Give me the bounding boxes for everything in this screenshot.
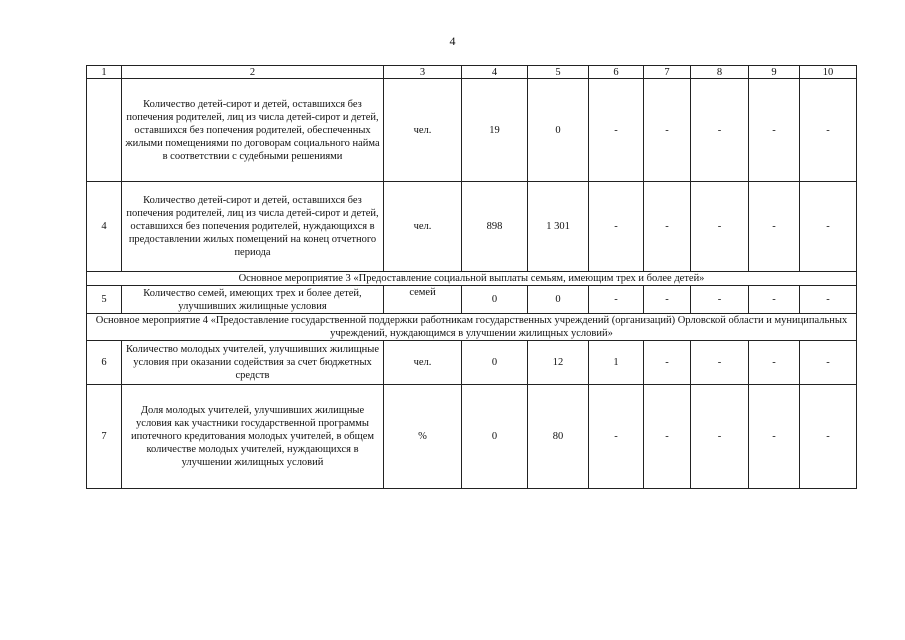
value-cell: 0 bbox=[528, 286, 589, 314]
col-header-5: 5 bbox=[528, 66, 589, 79]
col-header-6: 6 bbox=[589, 66, 644, 79]
value-cell: - bbox=[644, 182, 691, 272]
col-header-3: 3 bbox=[384, 66, 462, 79]
unit-cell: чел. bbox=[384, 182, 462, 272]
value-cell: - bbox=[800, 79, 857, 182]
value-cell: 19 bbox=[462, 79, 528, 182]
table-row bbox=[87, 341, 857, 385]
indicator-description: Количество детей-сирот и детей, оставшихся без попечения родителей, лиц из числа детей-сирот и детей, оставшихся без попечения родителей, обеспеченных жилыми помещениями по договорам социального найма в соответствии с судебными решениями bbox=[122, 79, 384, 182]
value-cell: 898 bbox=[462, 182, 528, 272]
value-cell: - bbox=[691, 182, 749, 272]
value-cell: 0 bbox=[462, 385, 528, 489]
value-cell: - bbox=[749, 341, 800, 385]
value-cell: - bbox=[800, 182, 857, 272]
value-cell: - bbox=[589, 385, 644, 489]
indicator-description: Количество молодых учителей, улучшивших жилищные условия при оказании содействия за счет бюджетных средств bbox=[122, 341, 384, 385]
col-header-10: 10 bbox=[800, 66, 857, 79]
section-heading: Основное мероприятие 4 «Предоставление государственной поддержки работникам государственных учреждений (организаций) Орловской области и муниципальных учреждений, нуждающимся в улучшении жилищных условий» bbox=[87, 314, 857, 341]
col-header-1: 1 bbox=[87, 66, 122, 79]
value-cell: 12 bbox=[528, 341, 589, 385]
col-header-4: 4 bbox=[462, 66, 528, 79]
value-cell: 80 bbox=[528, 385, 589, 489]
section-row bbox=[87, 314, 857, 341]
row-number: 4 bbox=[87, 182, 122, 272]
page-number: 4 bbox=[449, 34, 456, 48]
value-cell: - bbox=[644, 341, 691, 385]
table-row bbox=[87, 182, 857, 272]
value-cell: - bbox=[644, 286, 691, 314]
value-cell: - bbox=[691, 341, 749, 385]
table-row bbox=[87, 79, 857, 182]
row-number: 5 bbox=[87, 286, 122, 314]
value-cell: - bbox=[691, 286, 749, 314]
section-row bbox=[87, 272, 857, 286]
header-row bbox=[87, 66, 857, 79]
value-cell: - bbox=[644, 385, 691, 489]
col-header-2: 2 bbox=[122, 66, 384, 79]
col-header-9: 9 bbox=[749, 66, 800, 79]
value-cell: - bbox=[749, 385, 800, 489]
unit-cell: семей bbox=[384, 286, 462, 314]
value-cell: - bbox=[800, 385, 857, 489]
value-cell: 1 bbox=[589, 341, 644, 385]
value-cell: 0 bbox=[462, 341, 528, 385]
row-number: 6 bbox=[87, 341, 122, 385]
value-cell: - bbox=[589, 79, 644, 182]
unit-cell: чел. bbox=[384, 341, 462, 385]
value-cell: - bbox=[749, 286, 800, 314]
row-number bbox=[87, 79, 122, 182]
indicator-description: Количество детей-сирот и детей, оставшихся без попечения родителей, лиц из числа детей-сирот и детей, оставшихся без попечения родителей, нуждающихся в предоставлении жилых помещений на конец отчетного периода bbox=[122, 182, 384, 272]
table-row bbox=[87, 385, 857, 489]
unit-cell: чел. bbox=[384, 79, 462, 182]
indicators-table bbox=[86, 65, 857, 489]
value-cell: 0 bbox=[528, 79, 589, 182]
unit-cell: % bbox=[384, 385, 462, 489]
indicator-description: Количество семей, имеющих трех и более детей, улучшивших жилищные условия bbox=[122, 286, 384, 314]
row-number: 7 bbox=[87, 385, 122, 489]
value-cell: - bbox=[800, 286, 857, 314]
value-cell: - bbox=[691, 385, 749, 489]
value-cell: - bbox=[691, 79, 749, 182]
value-cell: - bbox=[749, 182, 800, 272]
col-header-7: 7 bbox=[644, 66, 691, 79]
value-cell: - bbox=[644, 79, 691, 182]
value-cell: 1 301 bbox=[528, 182, 589, 272]
value-cell: 0 bbox=[462, 286, 528, 314]
value-cell: - bbox=[589, 286, 644, 314]
value-cell: - bbox=[800, 341, 857, 385]
indicator-description: Доля молодых учителей, улучшивших жилищные условия как участники государственной программы ипотечного кредитования молодых учителей, в общем количестве молодых учителей, нуждающихся в улучшении жилищных условий bbox=[122, 385, 384, 489]
table-row bbox=[87, 286, 857, 314]
section-heading: Основное мероприятие 3 «Предоставление социальной выплаты семьям, имеющим трех и более детей» bbox=[87, 272, 857, 286]
value-cell: - bbox=[749, 79, 800, 182]
value-cell: - bbox=[589, 182, 644, 272]
col-header-8: 8 bbox=[691, 66, 749, 79]
